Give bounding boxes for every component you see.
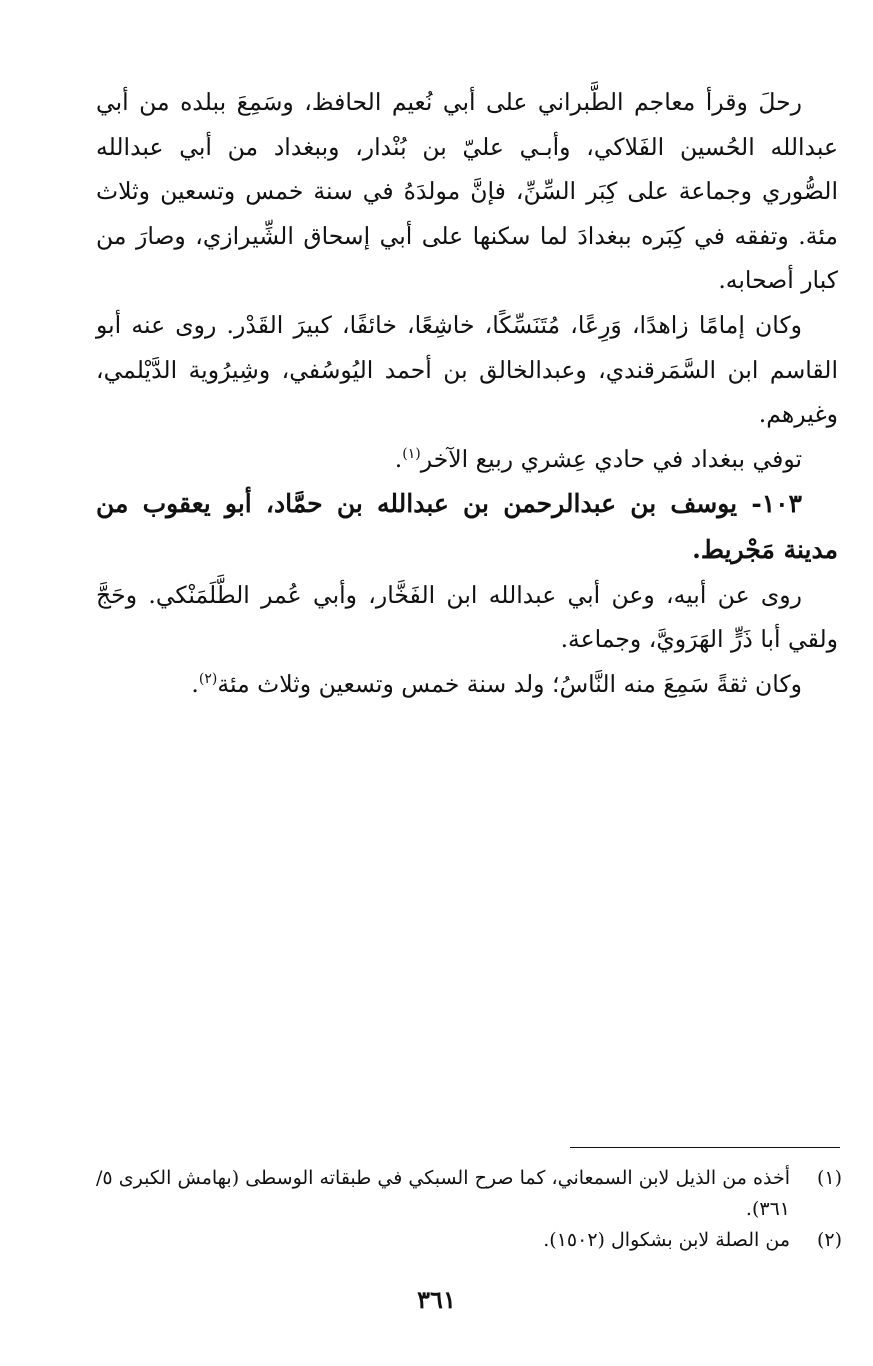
birth-text: وكان ثقةً سَمِعَ منه النَّاسُ؛ ولد سنة خمس وتسعين وثلاث مئة <box>217 669 802 698</box>
death-end: . <box>394 444 403 473</box>
paragraph-death <box>96 437 838 482</box>
footnote-1 <box>96 1163 842 1225</box>
footnote-text: من الصلة لابن بشكوال (١٥٠٢). <box>543 1229 790 1251</box>
paragraph-character: وكان إمامًا زاهدًا، وَرِعًا، مُتَنَسِّكًا، خاشِعًا، خائفًا، كبيرَ القَدْر. روى عنه أبو القاسم ابن السَّمَرقندي، وعبدالخالق بن أحمد اليُوسُفي، وشِيرُوية الدَّيْلمي، وغيرهم. <box>96 310 838 429</box>
birth-end: . <box>191 669 199 698</box>
paragraph-biography: رحلَ وقرأ معاجم الطَّبراني على أبي نُعيم الحافظ، وسَمِعَ ببلده من أبي عبدالله الحُسين الفَلاكي، وأبـي عليّ بن بُنْدار، وببغداد من أبي عبدالله الصُّوري وجماعة على كِبَر السِّنِّ، فإنَّ مولدَهُ في سنة خمس وتسعين وثلاث مئة. وتفقه في كِبَره ببغدادَ لما سكنها على أبي إسحاق الشِّيرازي، وصارَ من كبار أصحابه. <box>96 88 838 295</box>
footnote-text: أخذه من الذيل لابن السمعاني، كما صرح السبكي في طبقاته الوسطى (بهامش الكبرى ٥/ ٣٦١). <box>96 1167 790 1220</box>
footnotes-section <box>96 1163 842 1256</box>
footnote-ref-2: (٢) <box>198 670 218 687</box>
footnote-number: (٢) <box>816 1229 842 1251</box>
paragraph-teachers: روى عن أبيه، وعن أبي عبدالله ابن الفَخَّار، وأبي عُمر الطَّلَمَنْكي. وحَجَّ ولقي أبا ذَرٍّ الهَرَويَّ، وجماعة. <box>96 580 838 654</box>
footnote-number: (١) <box>816 1167 842 1189</box>
main-text-body <box>96 80 838 706</box>
footnote-2 <box>96 1225 842 1256</box>
page-number: ٣٦١ <box>417 1285 456 1314</box>
paragraph-birth <box>96 662 838 707</box>
entry-heading-103: ١٠٣- يوسف بن عبدالرحمن بن عبدالله بن حمَّاد، أبو يعقوب من مدينة مَجْريط. <box>96 489 838 564</box>
footnote-ref-1: (١) <box>402 445 421 462</box>
footnote-separator <box>570 1147 840 1148</box>
death-text: توفي ببغداد في حادي عِشري ربيع الآخر <box>420 444 802 473</box>
